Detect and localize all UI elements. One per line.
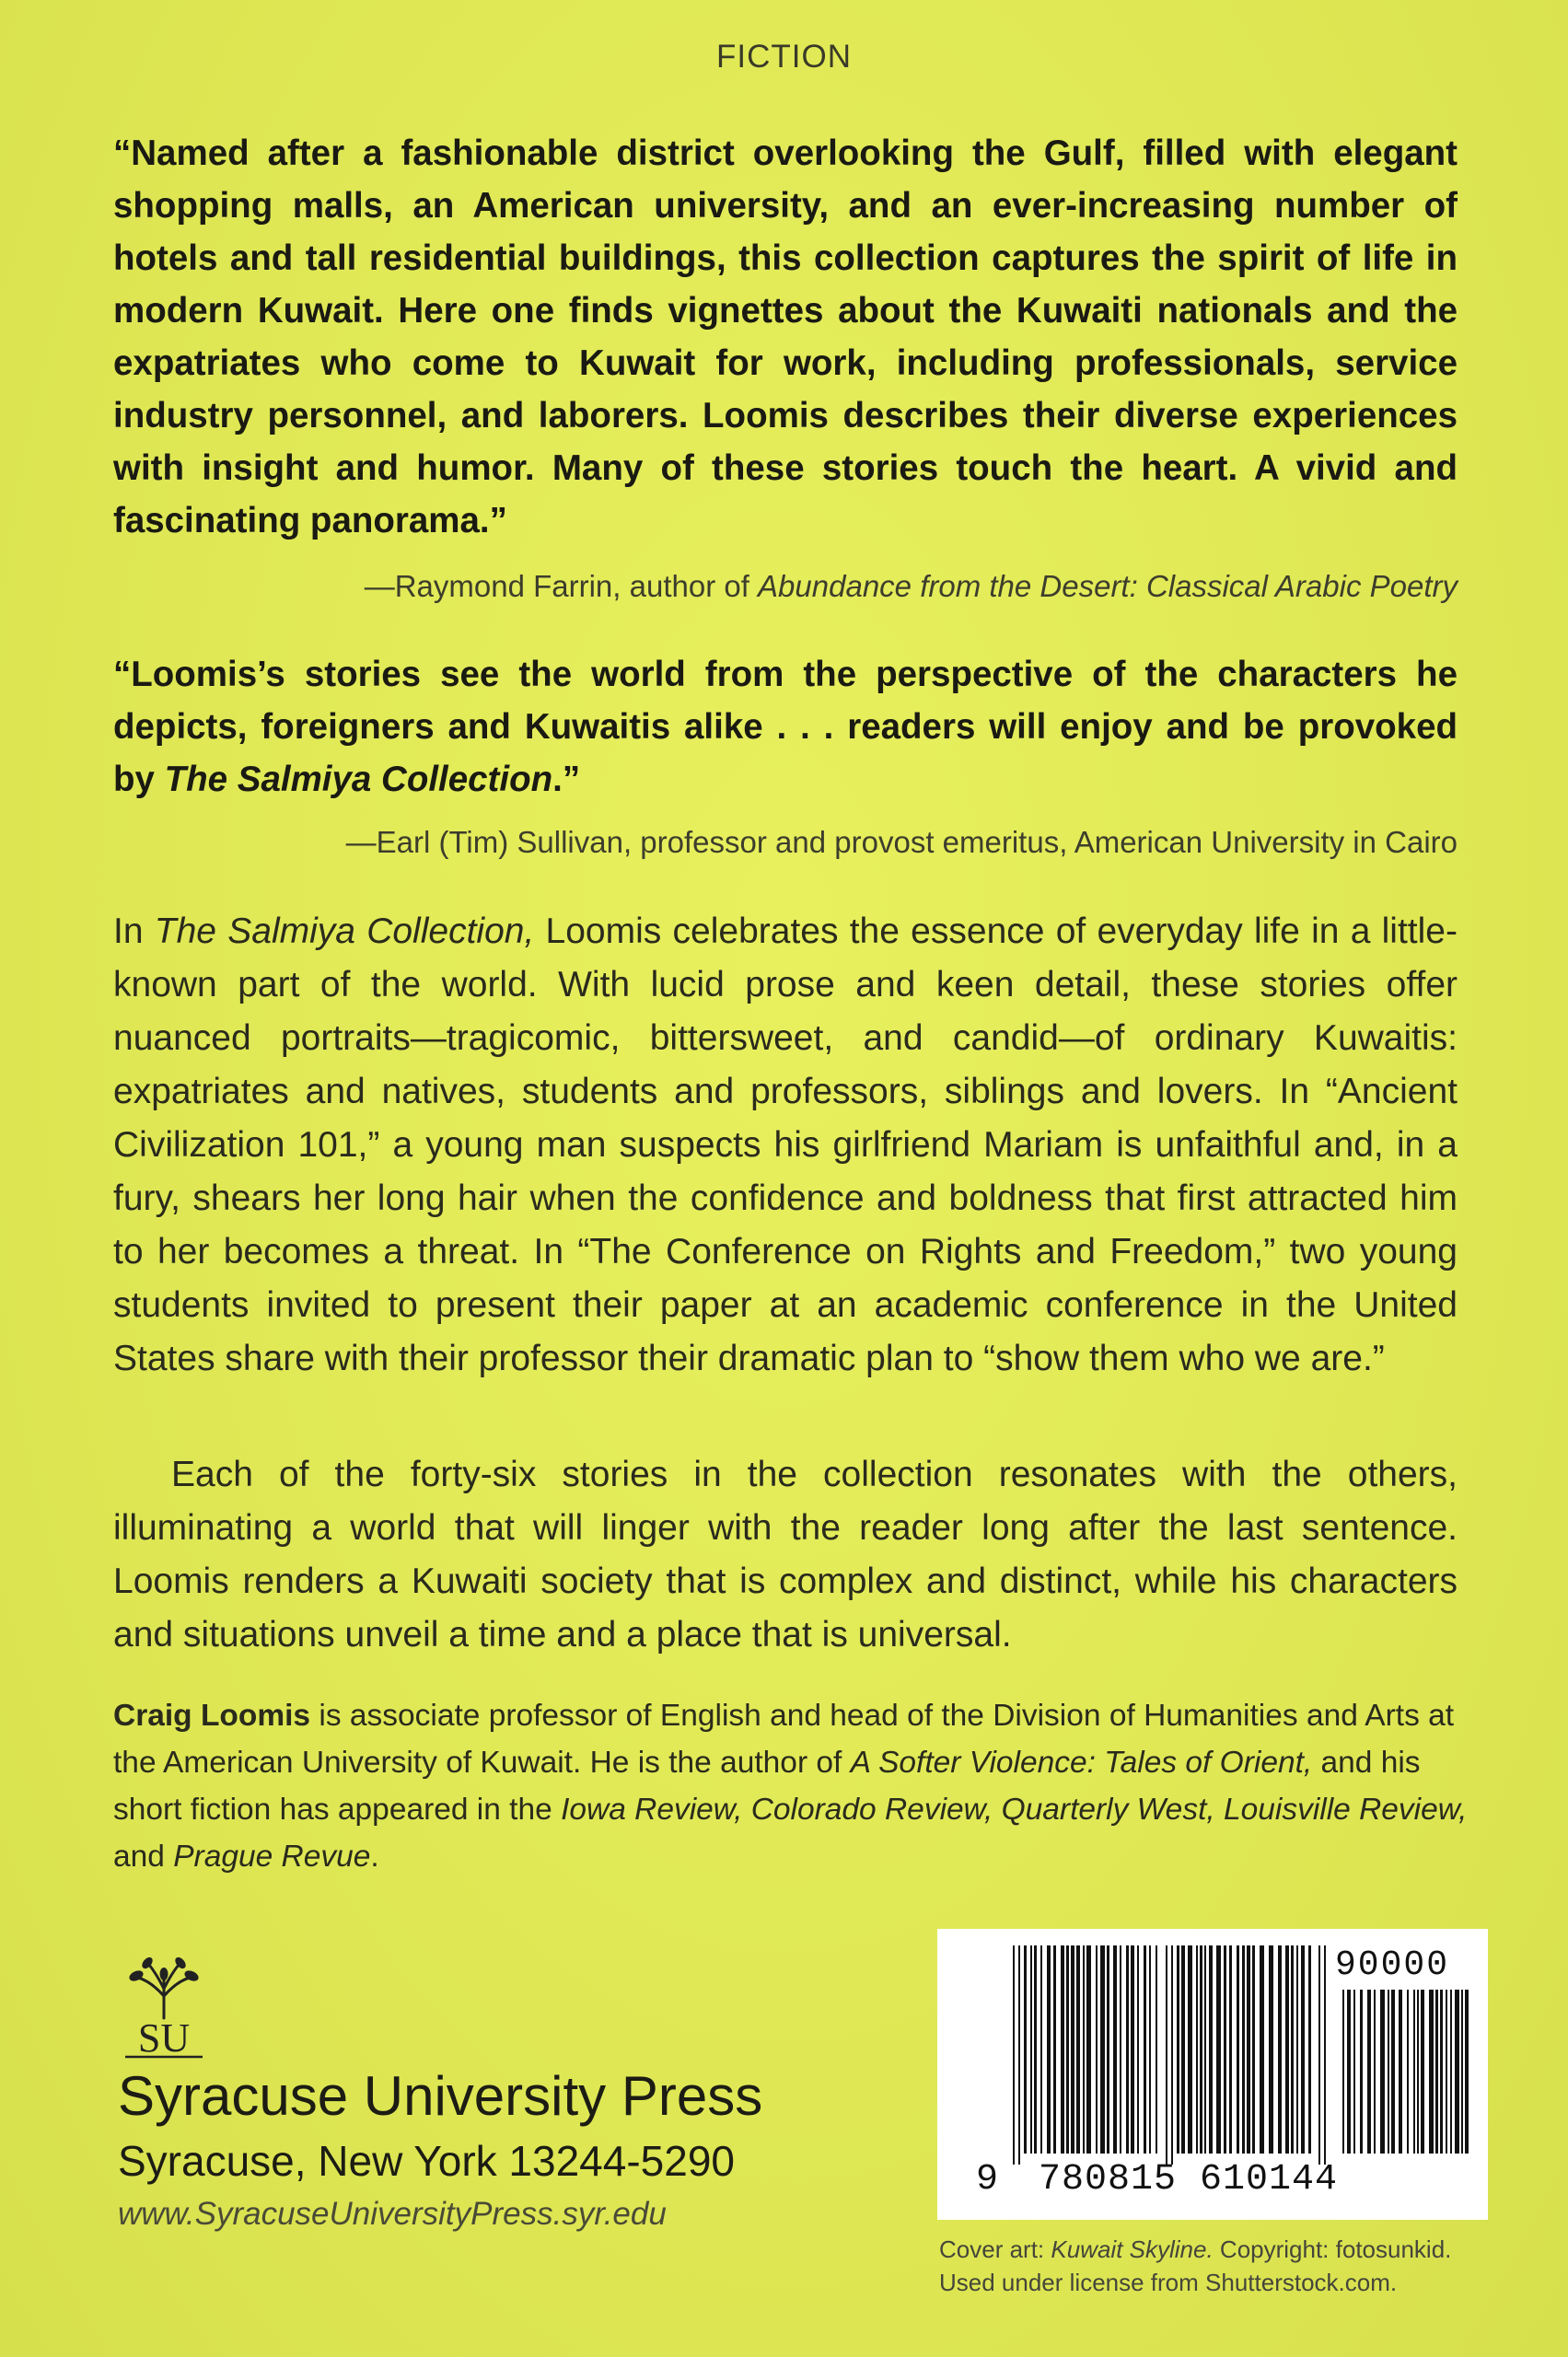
- endorsement-attribution-2: —Earl (Tim) Sullivan, professor and provost emeritus, American University in Cairo: [345, 825, 1458, 859]
- category-label: FICTION: [716, 39, 852, 75]
- publisher-logo-icon: [118, 1954, 210, 2064]
- quoted-book-title: The Salmiya Collection: [164, 760, 553, 799]
- description-paragraph-2: Each of the forty-six stories in the collection resonates with the others, illuminating a world that will linger with the reader long after the last sentence. Loomis renders a Kuwaiti society that is complex and distinct, while his characters and situations unveil a time and a place that is universal.: [113, 1455, 1458, 1655]
- author-name: Craig Loomis: [113, 1699, 311, 1733]
- description-book-title: The Salmiya Collection,: [154, 911, 535, 951]
- publisher-logo-text: SU: [137, 2015, 191, 2061]
- journal-list: Iowa Review, Colorado Review, Quarterly West, Louisville Review,: [561, 1793, 1468, 1827]
- endorsement-attribution-1: —Raymond Farrin, author of Abundance from the Desert: Classical Arabic Poetry: [364, 569, 1458, 603]
- cover-art-credit: Cover art: Kuwait Skyline. Copyright: fotosunkid. Used under license from Shutterstock.com.: [939, 2235, 1452, 2296]
- publisher-name: Syracuse University Press: [118, 2065, 763, 2127]
- isbn-barcode: [937, 1929, 1488, 2220]
- publisher-url[interactable]: www.SyracuseUniversityPress.syr.edu: [118, 2196, 667, 2232]
- author-previous-book: A Softer Violence: Tales of Orient,: [850, 1746, 1313, 1780]
- barcode-first-digit: 9: [976, 2159, 999, 2200]
- cover-art-title: Kuwait Skyline.: [1051, 2235, 1214, 2263]
- journal-last: Prague Revue: [173, 1840, 371, 1874]
- barcode-addon-digits: 90000: [1335, 1945, 1450, 1985]
- barcode-main-digits: 780815 610144: [1039, 2159, 1339, 2200]
- attribution-book-title: Abundance from the Desert: Classical Arabic Poetry: [758, 569, 1458, 603]
- publisher-address: Syracuse, New York 13244-5290: [118, 2137, 735, 2185]
- endorsement-quote-2: “Loomis’s stories see the world from the perspective of the characters he depicts, foreigners and Kuwaitis alike . . . readers will enjoy and be provoked by The Salmiya Collection.”: [113, 655, 1458, 799]
- author-bio: Craig Loomis is associate professor of English and head of the Division of Humanities and Arts at the American University of Kuwait. He is the author of A Softer Violence: Tales of Orient, and his short fiction has appeared in the Iowa Review, Colorado Review, Quarterly West, Louisville Review, and Prague Revue.: [113, 1699, 1468, 1874]
- description-paragraph-1: In The Salmiya Collection, Loomis celebrates the essence of everyday life in a little-known part of the world. With lucid prose and keen detail, these stories offer nuanced portraits—tragicomic, bittersweet, and candid—of ordinary Kuwaitis: expatriates and natives, students and professors, siblings and lovers. In “Ancient Civilization 101,” a young man suspects his girlfriend Mariam is unfaithful and, in a fury, shears her long hair when the confidence and boldness that first attracted him to her becomes a threat. In “The Conference on Rights and Freedom,” two young students invited to present their paper at an academic conference in the United States share with their professor their dramatic plan to “show them who we are.”: [113, 911, 1458, 1378]
- endorsement-quote-1: “Named after a fashionable district overlooking the Gulf, filled with elegant shopping malls, an American university, and an ever-increasing number of hotels and tall residential buildings, this collection captures the spirit of life in modern Kuwait. Here one finds vignettes about the Kuwaiti nationals and the expatriates who come to Kuwait for work, including professionals, service industry personnel, and laborers. Loomis describes their diverse experiences with insight and humor. Many of these stories touch the heart. A vivid and fascinating panorama.”: [113, 134, 1458, 540]
